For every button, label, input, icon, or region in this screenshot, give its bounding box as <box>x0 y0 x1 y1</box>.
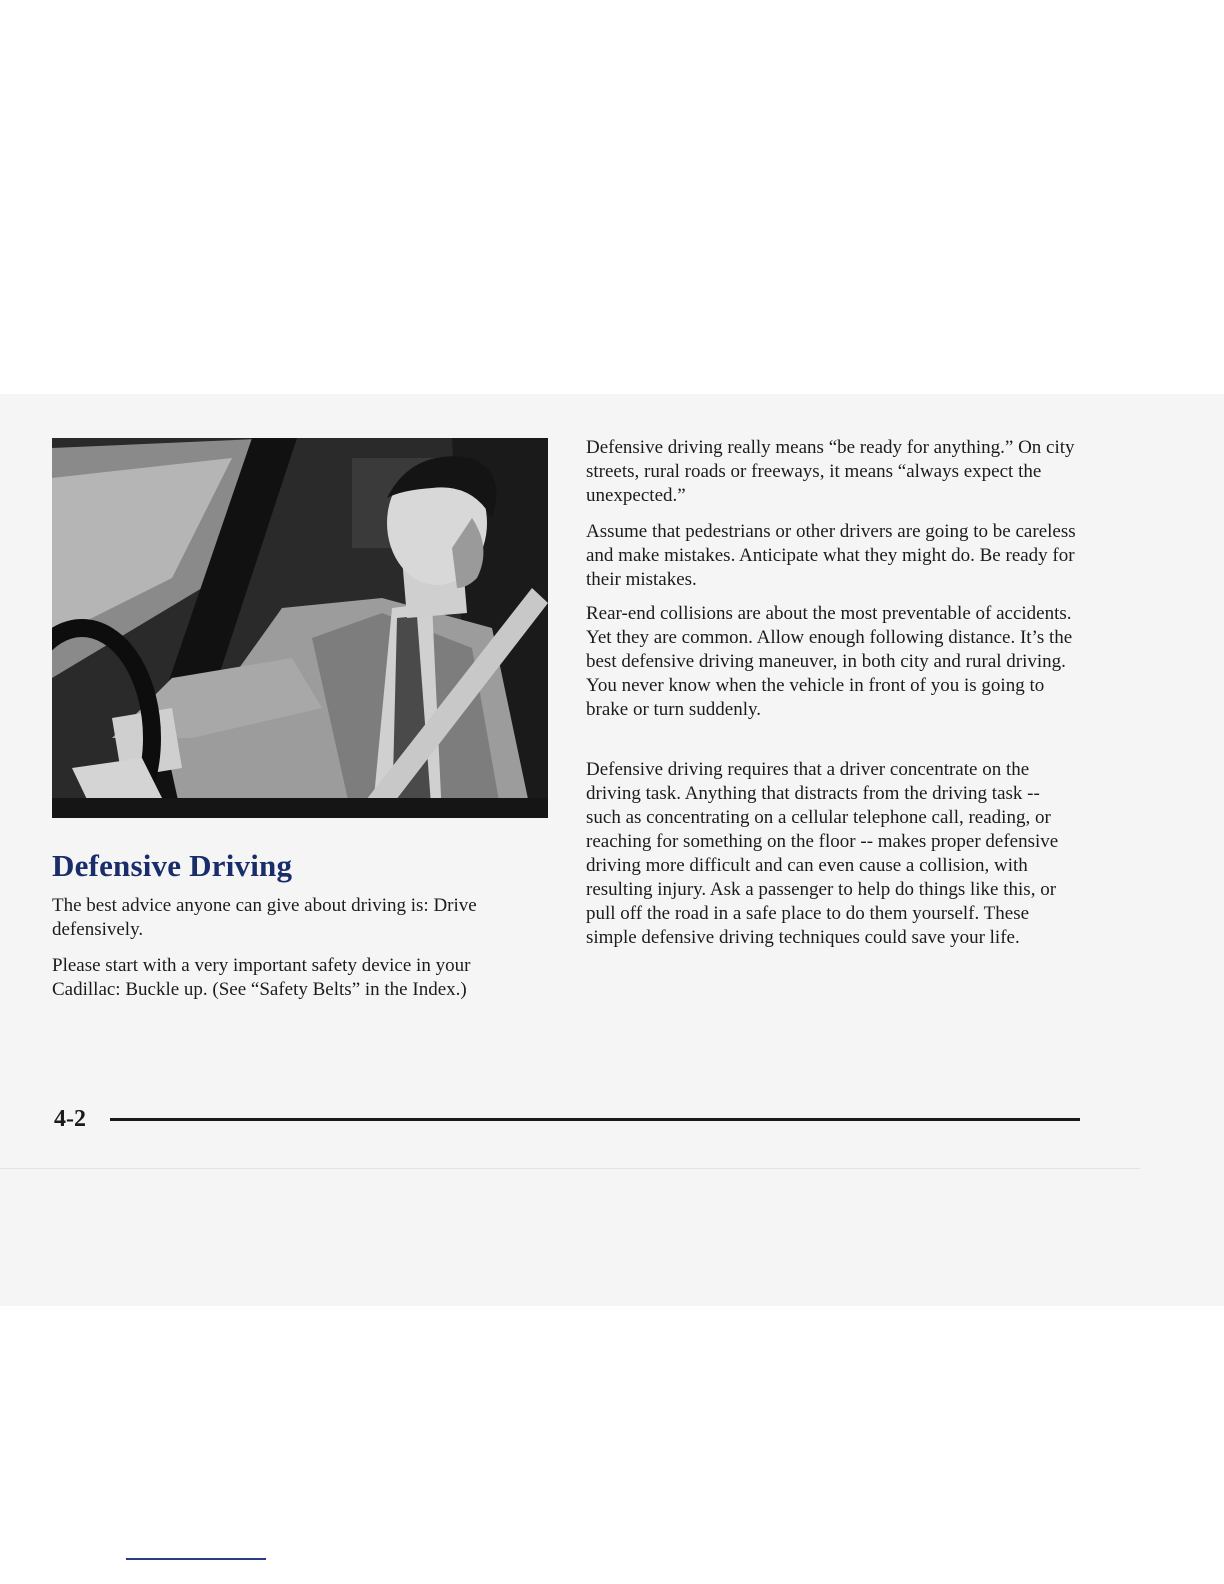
driver-illustration <box>52 438 548 818</box>
bottom-link-mark <box>126 1558 266 1560</box>
left-paragraph-1: The best advice anyone can give about driving is: Drive defensively. <box>52 895 477 940</box>
section-title: Defensive Driving <box>52 848 293 883</box>
footer-rule <box>110 1118 1080 1121</box>
right-paragraph-1: Defensive driving really means “be ready for anything.” On city streets, rural roads or freeways, it means “always expect the unexpected.” <box>586 437 1075 506</box>
left-paragraph-2: Please start with a very important safety device in your Cadillac: Buckle up. (See “Safety Belts” in the Index.) <box>52 955 471 1000</box>
right-paragraph-2: Assume that pedestrians or other drivers are going to be careless and make mistakes. Anticipate what they might do. Be ready for their mistakes. <box>586 521 1076 590</box>
driver-illustration-drawing <box>52 438 548 818</box>
page-number: 4-2 <box>54 1106 86 1132</box>
right-paragraph-4: Defensive driving requires that a driver concentrate on the driving task. Anything that distracts from the driving task -- such as concentrating on a cellular telephone call, reading, or reaching for something on the floor -- makes proper defensive driving more difficult and can even cause a collision, with resulting injury. Ask a passenger to help do things like this, or pull off the road in a safe place to do them yourself. These simple defensive driving techniques could save your life. <box>586 759 1059 948</box>
faint-divider <box>0 1168 1140 1169</box>
right-paragraph-3: Rear-end collisions are about the most preventable of accidents. Yet they are common. Allow enough following distance. It’s the best defensive driving maneuver, in both city and rural driving. You never know when the vehicle in front of you is going to brake or turn suddenly. <box>586 603 1073 720</box>
